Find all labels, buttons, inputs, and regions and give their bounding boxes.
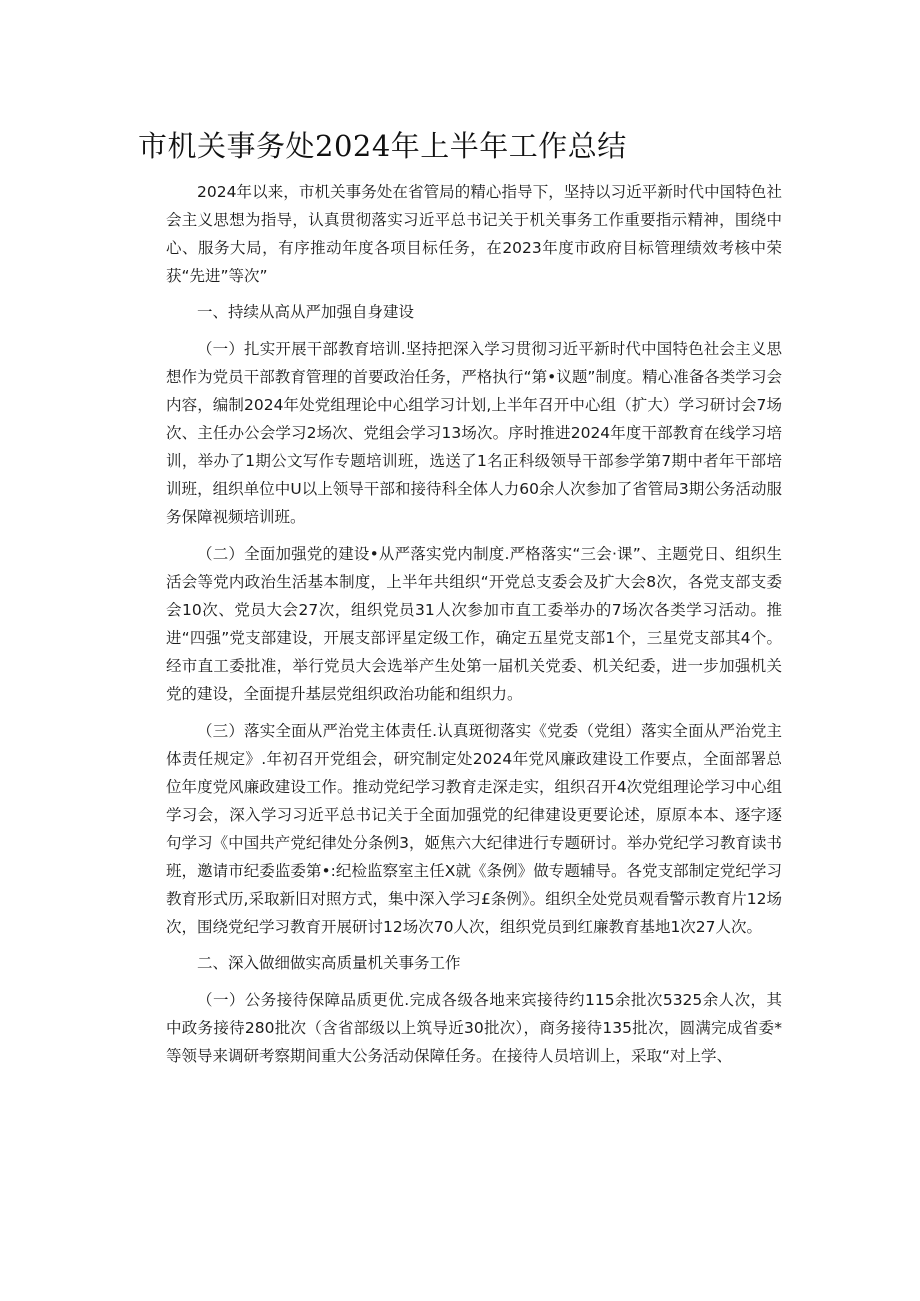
document-body bbox=[166, 178, 782, 1070]
intro-paragraph: 2024年以来，市机关事务处在省管局的精心指导下，坚持以习近平新时代中国特色社会主义思想为指导，认真贯彻落实习近平总书记关于机关事务工作重要指示精神，围绕中心、服务大局，有序推动年度各项目标任务，在2023年度市政府目标管理绩效考核中荣获“先进”等次” bbox=[166, 183, 782, 285]
section-1-item-1: （一）扎实开展干部教育培训.坚持把深入学习贯彻习近平新时代中国特色社会主义思想作为党员干部教育管理的首要政治任务，严格执行“第•议题”制度。精心准备各类学习会内容，编制2024年处党组理论中心组学习计划,上半年召开中心组（扩大）学习研讨会7场次、主任办公会学习2场次、党组会学习13场次。序时推进2024年度干部教育在线学习培训，举办了1期公文写作专题培训班，选送了1名正科级领导干部参学第7期中者年干部培训班，组织单位中U以上领导干部和接待科全体人力60余人次参加了省管局3期公务活动服务保障视频培训班。 bbox=[166, 340, 782, 526]
section-heading-2: 二、深入做细做实高质量机关事务工作 bbox=[197, 954, 461, 972]
section-1-item-3: （三）落实全面从严治党主体责任.认真斑彻落实《党委（党组）落实全面从严治党主体责任规定》.年初召开党组会，研究制定处2024年党风廉政建设工作要点，全面部署总位年度党风廉政建设工作。推动党纪学习教育走深走实，组织召开4次党组理论学习中心组学习会，深入学习习近平总书记关于全面加强党的纪律建设更要论述，原原本本、逐字逐句学习《中国共产党纪律处分条例3，姬焦六大纪律进行专题研讨。举办党纪学习教育读书班，邀请市纪委监委第•:纪检监察室主任X就《条例》做专题辅导。各党支部制定党纪学习教育形式历,采取新旧对照方式，集中深入学习£条例》。组织全处党员观看警示教育片12场次，围绕党纪学习教育开展研讨12场次70人次，组织党员到红廉教育基地1次27人次。 bbox=[166, 722, 782, 936]
document-title: 市机关事务处2024年上半年工作总结 bbox=[138, 129, 627, 163]
section-1-item-2: （二）全面加强党的建设•从严落实党内制度.严格落实“三会·课”、主题党日、组织生活会等党内政治生活基本制度，上半年共组织“开党总支委会及扩大会8次，各党支部支委会10次、党员大会27次，组织党员31人次参加市直工委举办的7场次各类学习活动。推进“四强”党支部建设，开展支部评星定级工作，确定五星党支部1个，三星党支部其4个。经市直工委批准，举行党员大会选举产生处第一届机关党委、机关纪委，进一步加强机关党的建设，全面提升基层党组织政治功能和组织力。 bbox=[166, 545, 782, 703]
section-heading-1: 一、持续从高从严加强自身建设 bbox=[197, 303, 415, 321]
section-2-item-1: （一）公务接待保障品质更优.完成各级各地来宾接待约115余批次5325余人次，其中政务接待280批次（含省部级以上筑导近30批次），商务接待135批次，圆满完成省委*等领导来调研考察期间重大公务活动保障任务。在接待人员培训上，采取“对上学、 bbox=[166, 991, 782, 1065]
